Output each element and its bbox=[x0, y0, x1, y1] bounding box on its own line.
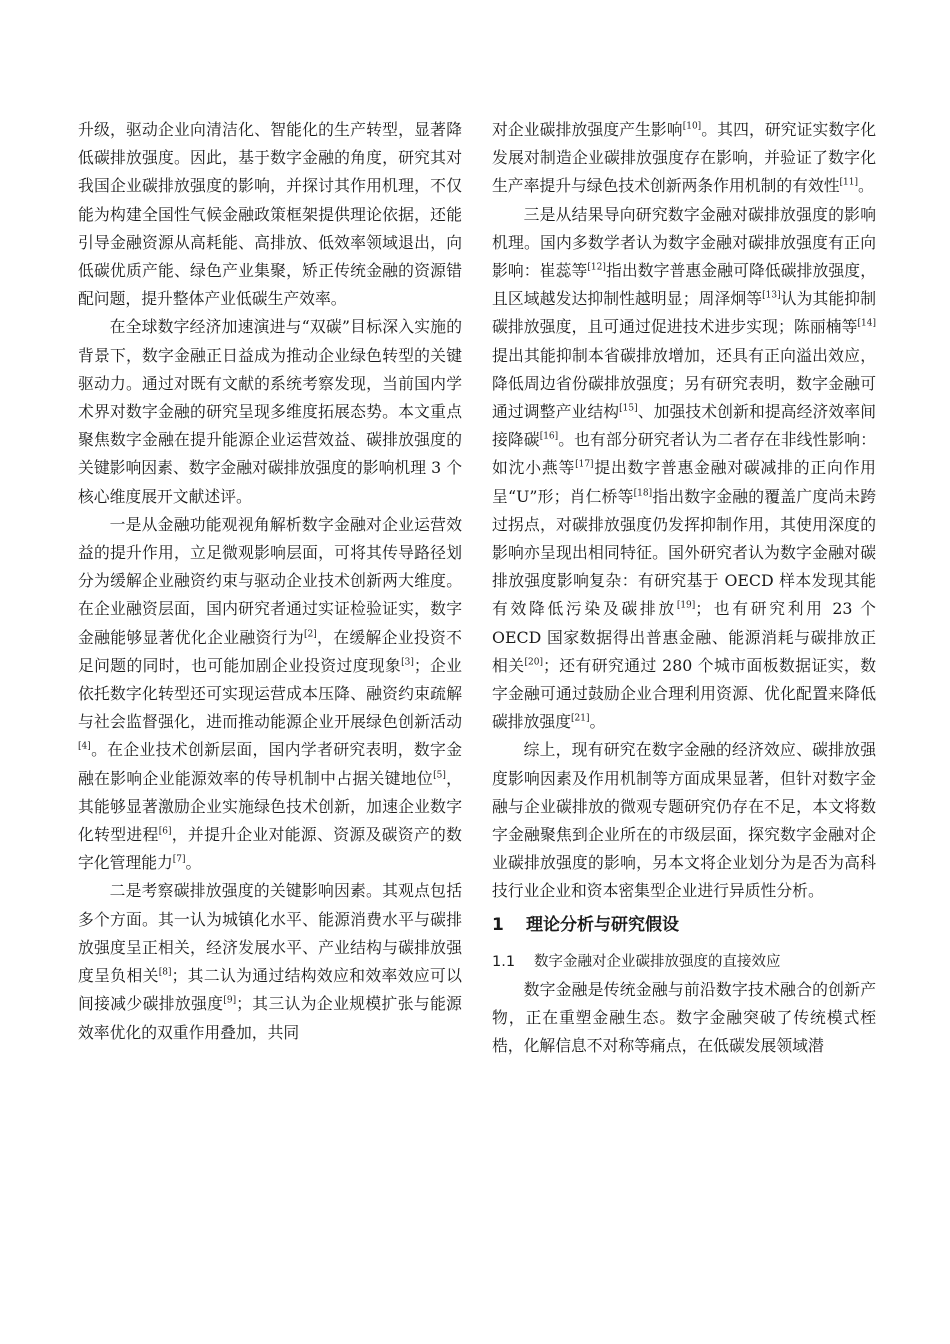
citation: [18] bbox=[633, 488, 653, 499]
citation: [7] bbox=[172, 855, 186, 866]
text-run: 。其四，研究证实数字化发展对制造企业碳排放强度存在影响，并验证了数字化生产率提升与绿色技术创新两条作用机制的有效性 bbox=[492, 120, 876, 196]
citation: [16] bbox=[539, 431, 559, 442]
text-run: 。 bbox=[589, 712, 606, 732]
citation: [19] bbox=[676, 601, 696, 612]
text-run: ；还有研究通过 280 个城市面板数据证实，数字金融可通过鼓励企业合理利用资源、优化配置来降低碳排放强度 bbox=[492, 655, 876, 732]
paragraph: 在全球数字经济加速演进与“双碳”目标深入实施的背景下，数字金融正日益成为推动企业绿色转型的关键驱动力。通过对既有文献的系统考察发现，当前国内学术界对数字金融的研究呈现多维度拓展态势。本文重点聚焦数字金融在提升能源企业运营效益、碳排放强度的关键影响因素、数字金融对碳排放强度的影响机理 3 个核心维度展开文献述评。 bbox=[78, 317, 462, 506]
text-run: ；其二认为通过结构效应和效率效应可以间接减少碳排放强度 bbox=[78, 966, 462, 1014]
subsection-heading bbox=[492, 950, 876, 974]
paragraph bbox=[492, 116, 876, 201]
text-run: ，并提升企业对能源、资源及碳资产的数字化管理能力 bbox=[78, 825, 462, 873]
citation: [13] bbox=[762, 290, 781, 301]
citation: [20] bbox=[524, 657, 543, 668]
text-run: 三是从结果导向研究数字金融对碳排放强度的影响机理。国内多数学者认为数字金融对碳排放强度有正向影响：崔蕊等 bbox=[492, 204, 876, 281]
text-run: 对企业碳排放强度产生影响 bbox=[492, 120, 683, 139]
section-number: 1 bbox=[492, 914, 504, 935]
citation: [9] bbox=[223, 996, 237, 1007]
section-title: 理论分析与研究假设 bbox=[526, 914, 679, 935]
text-run: ，在缓解企业投资不足问题的同时，也可能加剧企业投资过度现象 bbox=[78, 627, 462, 675]
subsection-title: 数字金融对企业碳排放强度的直接效应 bbox=[534, 953, 781, 970]
text-run: ；企业依托数字化转型还可实现运营成本压降、融资约束疏解与社会监督强化，进而推动能源企业开展绿色创新活动 bbox=[78, 655, 462, 732]
citation: [12] bbox=[587, 262, 606, 273]
right-column bbox=[492, 116, 876, 1060]
citation: [11] bbox=[839, 178, 859, 189]
text-run: 提出其能抑制本省碳排放增加，还具有正向溢出效应，降低周边省份碳排放强度；另有研究表明，数字金融可通过调整产业结构 bbox=[492, 345, 876, 422]
citation: [21] bbox=[571, 714, 590, 724]
text-run: 指出数字普惠金融可降低碳排放强度，且区域越发达抑制性越明显；周泽炯等 bbox=[492, 261, 876, 309]
citation: [10] bbox=[682, 121, 702, 132]
text-run: ；其三认为企业规模扩张与能源效率优化的双重作用叠加，共同 bbox=[78, 994, 462, 1042]
text-run: 二是考察碳排放强度的关键影响因素。其观点包括多个方面。其一认为城镇化水平、能源消费水平与碳排放强度呈正相关，经济发展水平、产业结构与碳排放强度呈负相关 bbox=[78, 881, 462, 986]
citation: [14] bbox=[857, 319, 876, 330]
text-run: 。 bbox=[185, 853, 202, 873]
citation: [6] bbox=[158, 826, 172, 837]
text-run: 一是从金融功能观视角解析数字金融对企业运营效益的提升作用，立足微观影响层面，可将其传导路径划分为缓解企业融资约束与驱动企业技术创新两大维度。在企业融资层面，国内研究者通过实证检验证实，数字金融能够显著优化企业融资行为 bbox=[78, 514, 462, 647]
citation: [3] bbox=[401, 657, 414, 668]
text-run: 。 bbox=[858, 176, 874, 196]
citation: [15] bbox=[619, 403, 638, 414]
text-run: ，其能够显著激励企业实施绿色技术创新，加速企业数字化转型进程 bbox=[78, 768, 462, 845]
text-run: 提出数字普惠金融对碳减排的正向作用呈“U”形；肖仁桥等 bbox=[492, 458, 876, 506]
text-run: 认为其能抑制碳排放强度，且可通过促进技术进步实现；陈丽楠等 bbox=[492, 289, 876, 337]
citation: [8] bbox=[158, 967, 172, 978]
subsection-number: 1.1 bbox=[492, 953, 516, 970]
paragraph bbox=[492, 201, 876, 737]
text-run: ；也有研究利用 23 个 OECD 国家数据得出普惠金融、能源消耗与碳排放正相关 bbox=[492, 599, 876, 675]
text-run: 、加强技术创新和提高经济效率间接降碳 bbox=[492, 402, 876, 450]
text-run: 。在企业技术创新层面，国内学者研究表明，数字金融在影响企业能源效率的传导机制中占据关键地位 bbox=[78, 740, 462, 788]
text-run: 。也有部分研究者认为二者存在非线性影响：如沈小燕等 bbox=[492, 430, 876, 478]
citation: [2] bbox=[303, 629, 317, 640]
citation: [5] bbox=[433, 770, 446, 781]
paragraph: 综上，现有研究在数字金融的经济效应、碳排放强度影响因素及作用机制等方面成果显著，但针对数字金融与企业碳排放的微观专题研究仍存在不足，本文将数字金融聚焦到企业所在的市级层面，探究数字金融对企业碳排放强度的影响，另本文将企业划分为是否为高科技行业企业和资本密集型企业进行异质性分析。 bbox=[492, 740, 876, 901]
paragraph bbox=[78, 511, 462, 878]
text-run: 指出数字金融的覆盖广度尚未跨过拐点，对碳排放强度仍发挥抑制作用，其使用深度的影响亦呈现出相同特征。国外研究者认为数字金融对碳排放强度影响复杂：有研究基于 OECD 样本发现其能有效降低污染及碳排放 bbox=[492, 486, 876, 619]
citation: [17] bbox=[575, 460, 594, 471]
paragraph bbox=[78, 877, 462, 1046]
section-heading bbox=[492, 912, 876, 938]
left-column bbox=[78, 116, 462, 1047]
paragraph: 升级，驱动企业向清洁化、智能化的生产转型，显著降低碳排放强度。因此，基于数字金融的角度，研究其对我国企业碳排放强度的影响，并探讨其作用机理，不仅能为构建全国性气候金融政策框架提供理论依据，还能引导金融资源从高耗能、高排放、低效率领域退出，向低碳优质产能、绿色产业集聚，矫正传统金融的资源错配问题，提升整体产业低碳生产效率。 bbox=[78, 120, 462, 309]
paragraph: 数字金融是传统金融与前沿数字技术融合的创新产物，正在重塑金融生态。数字金融突破了传统模式桎梏，化解信息不对称等痛点，在低碳发展领域潜 bbox=[492, 979, 876, 1056]
citation: [4] bbox=[78, 742, 91, 753]
